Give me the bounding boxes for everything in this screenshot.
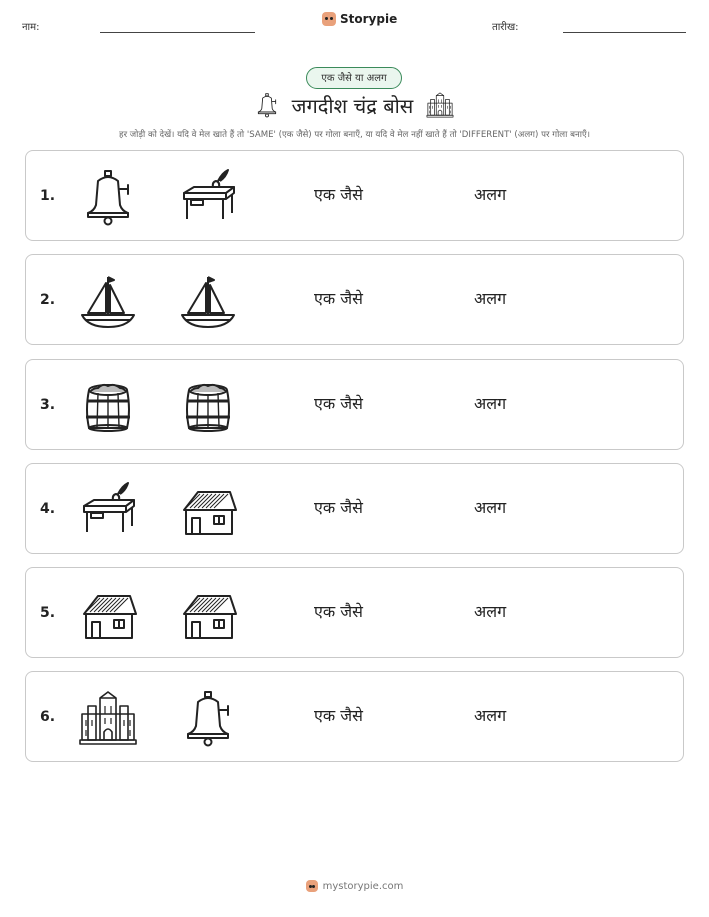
row-number: 1. xyxy=(40,188,56,204)
different-option[interactable]: अलग xyxy=(474,185,507,204)
building-icon xyxy=(78,688,138,748)
house-icon xyxy=(78,584,138,644)
different-option[interactable]: अलग xyxy=(474,602,507,621)
title-building-icon xyxy=(425,91,455,119)
different-option[interactable]: अलग xyxy=(474,289,507,308)
pair-row-3 xyxy=(25,359,684,450)
brand-name: Storypie xyxy=(340,12,398,26)
footer xyxy=(0,880,709,892)
same-option[interactable]: एक जैसे xyxy=(314,498,363,517)
brand-logo xyxy=(322,12,397,26)
house-icon xyxy=(178,584,238,644)
mascot-icon xyxy=(322,12,336,26)
mascot-icon xyxy=(306,880,318,892)
row-number: 5. xyxy=(40,605,56,621)
different-option[interactable]: अलग xyxy=(474,498,507,517)
same-option[interactable]: एक जैसे xyxy=(314,706,363,725)
date-label: तारीख: xyxy=(492,22,519,33)
sailboat-icon xyxy=(178,271,238,331)
bell-icon xyxy=(78,167,138,227)
row-number: 2. xyxy=(40,292,56,308)
instructions: हर जोड़ी को देखें। यदि वे मेल खाते हैं तो 'SAME' (एक जैसे) पर गोला बनाएँ, या यदि वे मेल नहीं खाते हैं तो 'DIFFERENT' (अलग) पर गोला बनाएँ। xyxy=(119,130,590,140)
date-field-line[interactable] xyxy=(563,32,686,33)
pair-row-2 xyxy=(25,254,684,345)
same-option[interactable]: एक जैसे xyxy=(314,602,363,621)
name-label: नाम: xyxy=(22,22,40,33)
pair-row-5 xyxy=(25,567,684,658)
footer-site[interactable]: mystorypie.com xyxy=(322,880,404,892)
name-field-line[interactable] xyxy=(100,32,255,33)
sailboat-icon xyxy=(78,271,138,331)
row-number: 3. xyxy=(40,397,56,413)
pair-row-6 xyxy=(25,671,684,762)
same-option[interactable]: एक जैसे xyxy=(314,289,363,308)
same-option[interactable]: एक जैसे xyxy=(314,185,363,204)
barrel-icon xyxy=(178,376,238,436)
row-number: 4. xyxy=(40,501,56,517)
category-pill: एक जैसे या अलग xyxy=(306,67,402,89)
different-option[interactable]: अलग xyxy=(474,394,507,413)
bell-icon xyxy=(178,688,238,748)
house-icon xyxy=(178,480,238,540)
desk-icon xyxy=(78,480,138,540)
desk-icon xyxy=(178,167,238,227)
title-row xyxy=(0,90,709,120)
barrel-icon xyxy=(78,376,138,436)
row-number: 6. xyxy=(40,709,56,725)
same-option[interactable]: एक जैसे xyxy=(314,394,363,413)
page-title: जगदीश चंद्र बोस xyxy=(291,93,414,118)
different-option[interactable]: अलग xyxy=(474,706,507,725)
pair-row-1 xyxy=(25,150,684,241)
pair-row-4 xyxy=(25,463,684,554)
title-bell-icon xyxy=(254,92,280,118)
